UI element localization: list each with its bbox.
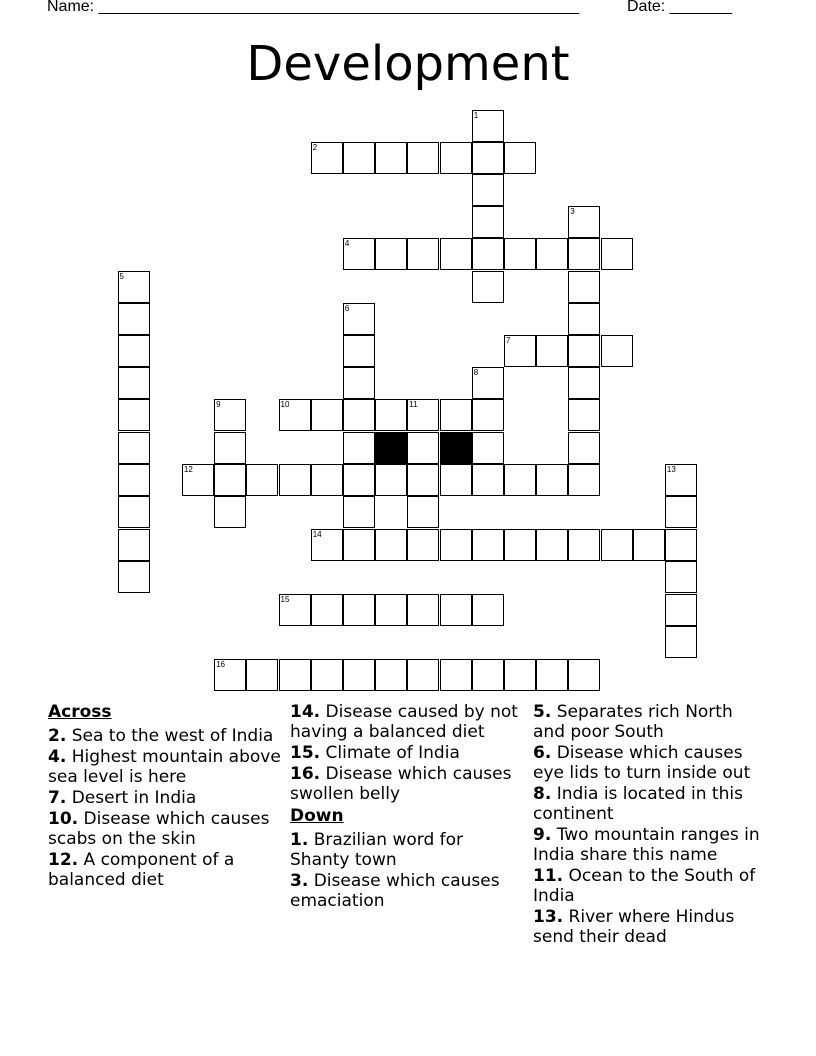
grid-cell[interactable] xyxy=(536,659,568,691)
grid-cell[interactable] xyxy=(472,271,504,303)
grid-cell[interactable] xyxy=(472,174,504,206)
grid-cell[interactable] xyxy=(343,303,375,335)
puzzle-title: Development xyxy=(246,36,570,92)
grid-cell[interactable] xyxy=(472,142,504,174)
grid-cell[interactable] xyxy=(440,594,472,626)
grid-cell[interactable] xyxy=(343,464,375,496)
grid-cell[interactable] xyxy=(407,529,439,561)
grid-cell[interactable] xyxy=(343,399,375,431)
grid-cell[interactable] xyxy=(601,238,633,270)
clue-across-10: 10. Disease which causes scabs on the skin xyxy=(48,809,270,849)
grid-cell[interactable] xyxy=(118,335,150,367)
cell-clue-number: 16 xyxy=(216,660,225,669)
grid-black-cell xyxy=(375,432,407,464)
grid-cell[interactable] xyxy=(504,238,536,270)
grid-cell[interactable] xyxy=(118,399,150,431)
grid-cell[interactable] xyxy=(665,496,697,528)
grid-cell[interactable] xyxy=(118,432,150,464)
clue-down-3: 3. Disease which causes emaciation xyxy=(290,871,500,911)
across-heading: Across xyxy=(48,702,112,722)
cell-clue-number: 10 xyxy=(280,400,290,409)
grid-cell[interactable] xyxy=(633,529,665,561)
grid-cell[interactable] xyxy=(343,142,375,174)
grid-cell[interactable] xyxy=(407,142,439,174)
grid-cell[interactable] xyxy=(536,464,568,496)
grid-cell[interactable] xyxy=(440,142,472,174)
cell-clue-number: 7 xyxy=(505,336,511,345)
grid-cell[interactable] xyxy=(536,335,568,367)
grid-cell[interactable] xyxy=(279,464,311,496)
grid-cell[interactable] xyxy=(214,432,246,464)
grid-cell[interactable] xyxy=(536,529,568,561)
grid-cell[interactable] xyxy=(343,367,375,399)
grid-cell[interactable] xyxy=(568,464,600,496)
grid-cell[interactable] xyxy=(472,464,504,496)
grid-cell[interactable] xyxy=(375,238,407,270)
clue-down-11: 11. Ocean to the South of India xyxy=(533,866,756,906)
grid-cell[interactable] xyxy=(407,399,439,431)
date-field-label: Date: _______ xyxy=(627,0,732,15)
cell-clue-number: 14 xyxy=(312,530,322,539)
grid-cell[interactable] xyxy=(568,367,600,399)
grid-cell[interactable] xyxy=(568,529,600,561)
cell-clue-number: 12 xyxy=(183,465,193,474)
grid-cell[interactable] xyxy=(407,496,439,528)
clue-down-8: 8. India is located in this continent xyxy=(533,784,743,824)
grid-cell[interactable] xyxy=(665,464,697,496)
grid-cell[interactable] xyxy=(343,238,375,270)
cell-clue-number: 11 xyxy=(409,400,418,409)
grid-cell[interactable] xyxy=(279,594,311,626)
grid-cell[interactable] xyxy=(472,206,504,238)
grid-cell[interactable] xyxy=(407,594,439,626)
cell-clue-number: 6 xyxy=(344,304,350,313)
grid-cell[interactable] xyxy=(311,464,343,496)
grid-cell[interactable] xyxy=(472,594,504,626)
cell-clue-number: 3 xyxy=(570,207,575,216)
grid-cell[interactable] xyxy=(407,432,439,464)
grid-cell[interactable] xyxy=(375,464,407,496)
clue-across-7: 7. Desert in India xyxy=(48,788,197,808)
grid-cell[interactable] xyxy=(246,464,278,496)
grid-cell[interactable] xyxy=(601,529,633,561)
grid-cell[interactable] xyxy=(536,238,568,270)
cell-clue-number: 5 xyxy=(119,272,124,281)
clue-across-12: 12. A component of a balanced diet xyxy=(48,850,235,890)
grid-cell[interactable] xyxy=(568,335,600,367)
grid-cell[interactable] xyxy=(311,594,343,626)
grid-cell[interactable] xyxy=(214,659,246,691)
grid-cell[interactable] xyxy=(504,335,536,367)
grid-cell[interactable] xyxy=(472,529,504,561)
grid-cell[interactable] xyxy=(118,561,150,593)
grid-cell[interactable] xyxy=(311,529,343,561)
grid-cell[interactable] xyxy=(343,496,375,528)
grid-cell[interactable] xyxy=(118,464,150,496)
grid-cell[interactable] xyxy=(568,206,600,238)
grid-cell[interactable] xyxy=(118,303,150,335)
grid-cell[interactable] xyxy=(279,399,311,431)
grid-cell[interactable] xyxy=(568,399,600,431)
clue-down-1: 1. Brazilian word for Shanty town xyxy=(290,830,464,870)
grid-black-cell xyxy=(440,432,472,464)
grid-cell[interactable] xyxy=(440,464,472,496)
grid-cell[interactable] xyxy=(343,659,375,691)
cell-clue-number: 2 xyxy=(312,143,318,152)
grid-cell[interactable] xyxy=(440,659,472,691)
grid-cell[interactable] xyxy=(375,142,407,174)
clue-across-4: 4. Highest mountain above sea level is here xyxy=(48,747,281,787)
grid-cell[interactable] xyxy=(440,399,472,431)
clues-column-3 xyxy=(533,702,769,947)
grid-cell[interactable] xyxy=(665,626,697,658)
grid-cell[interactable] xyxy=(407,238,439,270)
grid-cell[interactable] xyxy=(407,659,439,691)
grid-cell[interactable] xyxy=(568,238,600,270)
clues-column-2 xyxy=(290,702,522,911)
grid-cell[interactable] xyxy=(440,238,472,270)
grid-cell[interactable] xyxy=(568,659,600,691)
grid-cell[interactable] xyxy=(472,367,504,399)
grid-cell[interactable] xyxy=(311,142,343,174)
clue-down-6: 6. Disease which causes eye lids to turn inside out xyxy=(533,743,751,783)
grid-cell[interactable] xyxy=(407,464,439,496)
clue-down-5: 5. Separates rich North and poor South xyxy=(533,702,733,742)
name-field-label: Name: ______________________________________________________ xyxy=(47,0,580,15)
grid-cell[interactable] xyxy=(440,529,472,561)
cell-clue-number: 4 xyxy=(344,239,350,248)
clue-across-16: 16. Disease which causes swollen belly xyxy=(290,764,512,804)
grid-cell[interactable] xyxy=(118,367,150,399)
clues-column-1 xyxy=(48,702,284,890)
grid-cell[interactable] xyxy=(472,432,504,464)
grid-cell[interactable] xyxy=(214,496,246,528)
grid-cell[interactable] xyxy=(375,594,407,626)
grid-cell[interactable] xyxy=(504,659,536,691)
cell-clue-number: 9 xyxy=(216,400,221,409)
grid-cell[interactable] xyxy=(504,142,536,174)
grid-cell[interactable] xyxy=(472,238,504,270)
grid-cell[interactable] xyxy=(601,335,633,367)
grid-cell[interactable] xyxy=(472,659,504,691)
clue-down-9: 9. Two mountain ranges in India share this name xyxy=(533,825,760,865)
grid-cell[interactable] xyxy=(665,594,697,626)
grid-cell[interactable] xyxy=(311,399,343,431)
grid-cell[interactable] xyxy=(246,659,278,691)
grid-cell[interactable] xyxy=(375,399,407,431)
grid-cell[interactable] xyxy=(472,399,504,431)
grid-cell[interactable] xyxy=(343,432,375,464)
grid-cell[interactable] xyxy=(375,659,407,691)
cell-clue-number: 8 xyxy=(473,368,479,377)
grid-cell[interactable] xyxy=(279,659,311,691)
grid-cell[interactable] xyxy=(118,271,150,303)
clue-across-14: 14. Disease caused by not having a balanced diet xyxy=(290,702,518,742)
grid-cell[interactable] xyxy=(118,496,150,528)
grid-cell[interactable] xyxy=(214,464,246,496)
down-heading: Down xyxy=(290,806,344,826)
grid-cell[interactable] xyxy=(568,432,600,464)
clue-across-15: 15. Climate of India xyxy=(290,743,460,763)
cell-clue-number: 15 xyxy=(280,595,290,604)
grid-cell[interactable] xyxy=(568,303,600,335)
grid-cell[interactable] xyxy=(568,271,600,303)
grid-cell[interactable] xyxy=(375,529,407,561)
grid-cell[interactable] xyxy=(504,464,536,496)
grid-cell[interactable] xyxy=(118,529,150,561)
cell-clue-number: 13 xyxy=(666,465,676,474)
grid-cell[interactable] xyxy=(343,335,375,367)
grid-cell[interactable] xyxy=(665,529,697,561)
grid-cell[interactable] xyxy=(182,464,214,496)
cell-clue-number: 1 xyxy=(473,111,479,120)
grid-cell[interactable] xyxy=(343,594,375,626)
grid-cell[interactable] xyxy=(504,529,536,561)
grid-cell[interactable] xyxy=(472,110,504,142)
grid-cell[interactable] xyxy=(214,399,246,431)
grid-cell[interactable] xyxy=(343,529,375,561)
clue-down-13: 13. River where Hindus send their dead xyxy=(533,907,735,947)
clue-across-2: 2. Sea to the west of India xyxy=(48,726,274,746)
grid-cell[interactable] xyxy=(665,561,697,593)
grid-cell[interactable] xyxy=(311,659,343,691)
